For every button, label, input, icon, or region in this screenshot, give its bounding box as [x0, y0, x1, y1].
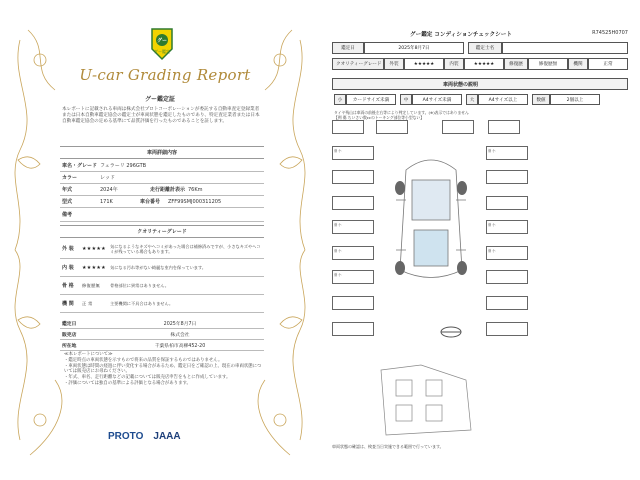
legend-size: 数値	[532, 94, 550, 105]
damage-box	[442, 120, 474, 134]
damage-label: 傷 小	[488, 223, 496, 227]
mileage-label: 走行距離計表示	[150, 187, 186, 193]
type-label: 型式	[62, 199, 73, 205]
damage-box	[488, 120, 520, 134]
engine-value: 正常	[588, 58, 628, 70]
address-value: 千葉県柏市高柳452-20	[154, 343, 206, 349]
condition-section-header: 車両状態の説明	[332, 78, 628, 90]
vin-value: ZFF99SMJ000311205	[168, 198, 222, 205]
damage-box	[332, 296, 374, 310]
certificate-title: U-car Grading Report	[79, 66, 251, 84]
model-row	[60, 160, 264, 172]
seller-label: 販売店	[62, 332, 77, 338]
date-label: 鑑定日	[332, 42, 364, 54]
dealer-info	[60, 318, 264, 351]
legend-desc: 2個以上	[550, 94, 600, 105]
appraiser-label: 鑑定士名	[468, 42, 502, 54]
damage-label: 傷 小	[334, 273, 342, 277]
note-item: ・年式、車名、走行距離などの記載については販売店申告をもとに作成しています。	[64, 375, 231, 381]
quality-row-frame	[60, 277, 264, 295]
notes-title: ≪本レポートについて≫	[64, 352, 113, 357]
quality-row-engine	[60, 295, 264, 313]
certificate-subtitle: グー鑑定証	[144, 96, 175, 103]
jaaa-logo: JAAA	[153, 430, 181, 442]
report-notes	[64, 352, 264, 387]
interior-label: 内装	[444, 58, 464, 70]
quality-desc: 骨格部位に異常はありません。	[110, 282, 169, 288]
color-value: レッド	[100, 175, 115, 181]
engine-label: 機関	[568, 58, 588, 70]
quality-label: 外 装	[62, 246, 74, 252]
repair-value: 修復歴無	[528, 58, 568, 70]
damage-box	[486, 196, 528, 210]
quality-desc: 主要機関に不具合はありません。	[110, 300, 174, 306]
quality-row-exterior	[60, 239, 264, 259]
quality-stars: ★★★★★	[82, 264, 106, 271]
condition-check-sheet	[320, 0, 640, 480]
damage-box	[486, 322, 528, 336]
model-value: フェラーリ 296GTB	[100, 163, 147, 169]
sheet-id: R74525H0707	[592, 30, 628, 36]
legend-note: タイヤ残山は車両の前後左右等により判定しています。(※)表示ではありません 【例 傷 ちいさい数ccのトーキング部位等小型ない】	[334, 110, 469, 120]
appraisal-date-value: 2025年8月7日	[163, 321, 197, 327]
type-value: 171K	[100, 198, 113, 205]
damage-box	[486, 270, 528, 284]
legend-desc: A4サイズ未満	[412, 94, 462, 105]
color-row	[60, 172, 264, 184]
sheet-title: グー鑑定 コンディションチェックシート	[410, 32, 512, 38]
svg-text:グー: グー	[156, 38, 168, 44]
damage-box	[332, 322, 374, 336]
note-row	[60, 208, 264, 222]
quality-label: クオリティーグレード	[332, 58, 384, 70]
goo-appraisal-badge-icon	[148, 27, 176, 61]
appraisal-date-label: 鑑定日	[62, 321, 77, 327]
repair-label: 修復歴	[504, 58, 528, 70]
legend-desc: カードサイズ未満	[346, 94, 396, 105]
quality-label: 骨 格	[62, 283, 74, 289]
logos	[108, 428, 218, 444]
legend-desc: A4サイズ以上	[478, 94, 528, 105]
quality-desc: 気になるようなキズやヘコミがあった場合は補修済みですが、小さなキズやヘコミが残っている場合もあります。	[110, 243, 261, 254]
seller-row	[60, 329, 264, 340]
damage-box	[376, 120, 408, 134]
year-label: 年式	[62, 187, 73, 193]
year-row	[60, 184, 264, 196]
damage-label: 傷 小	[334, 223, 342, 227]
vehicle-details-header: 車両詳細内容	[60, 146, 264, 159]
quality-stars: ★★★★★	[82, 245, 106, 252]
appraiser-value	[502, 42, 628, 54]
quality-stars: 正 常	[82, 300, 93, 306]
car-diagram	[376, 140, 486, 440]
interior-stars: ★★★★★	[464, 58, 504, 70]
sheet-footnote: 車両状態の確認は、検査当日実施できる範囲で行っています。	[332, 444, 444, 449]
damage-label: 傷 小	[334, 149, 342, 153]
appraisal-date-row	[60, 318, 264, 329]
legend-size: 中	[400, 94, 412, 105]
type-row	[60, 196, 264, 208]
certificate-intro: 本レポートに記載される車両は株式会社プロトコーポレーションが委託する自動車査定登録業者または日本自動車鑑定協会の鑑定士が車両状態を鑑定したものであり、特定査定業者または日本自動車鑑定協会の定める基準にて品質評価を行ったものであることを証します。	[62, 107, 260, 125]
model-label: 車名・グレード	[62, 163, 98, 169]
seller-value: 株式会社	[170, 332, 190, 338]
mileage-value: 76Km	[188, 186, 203, 193]
damage-box	[332, 170, 374, 184]
quality-label: 機 関	[62, 301, 74, 307]
damage-box	[332, 196, 374, 210]
quality-desc: 気になる汚れ等がない綺麗な室内を保っています。	[110, 264, 206, 270]
date-value: 2025年8月7日	[364, 42, 464, 54]
damage-box	[486, 170, 528, 184]
exterior-stars: ★★★★★	[404, 58, 444, 70]
legend-size: 大	[466, 94, 478, 105]
note-label: 備考	[62, 212, 73, 218]
note-item: ・評価については独自の基準による評価となる場合があります。	[64, 380, 191, 386]
damage-label: 傷 小	[334, 249, 342, 253]
quality-header: クオリティーグレード	[60, 225, 264, 238]
quality-row-interior	[60, 259, 264, 277]
address-label: 所在地	[62, 343, 77, 349]
damage-box	[332, 120, 364, 134]
color-label: カラー	[62, 175, 78, 181]
damage-box	[486, 296, 528, 310]
year-value: 2024年	[100, 187, 118, 193]
note-item: ・鑑定時点の車両状態を示すもので将来の品質を保証するものではありません。	[64, 357, 223, 363]
note-item: ・車両状態は時間の経過に伴い変化する場合があるため、鑑定日をご確認の上、現在の車両状態については販売店にお尋ねください。	[64, 363, 262, 375]
address-row	[60, 340, 264, 351]
damage-label: 傷 小	[488, 249, 496, 253]
quality-stars: 修復歴無	[82, 282, 100, 288]
vin-label: 車台番号	[140, 199, 161, 205]
proto-logo: PROTO	[108, 430, 144, 442]
damage-label: 傷 小	[488, 149, 496, 153]
vehicle-details	[60, 146, 264, 313]
legend-size: 小	[334, 94, 346, 105]
svg-text:グー鑑定: グー鑑定	[154, 49, 170, 54]
quality-label: 内 装	[62, 265, 74, 271]
exterior-label: 外装	[384, 58, 404, 70]
